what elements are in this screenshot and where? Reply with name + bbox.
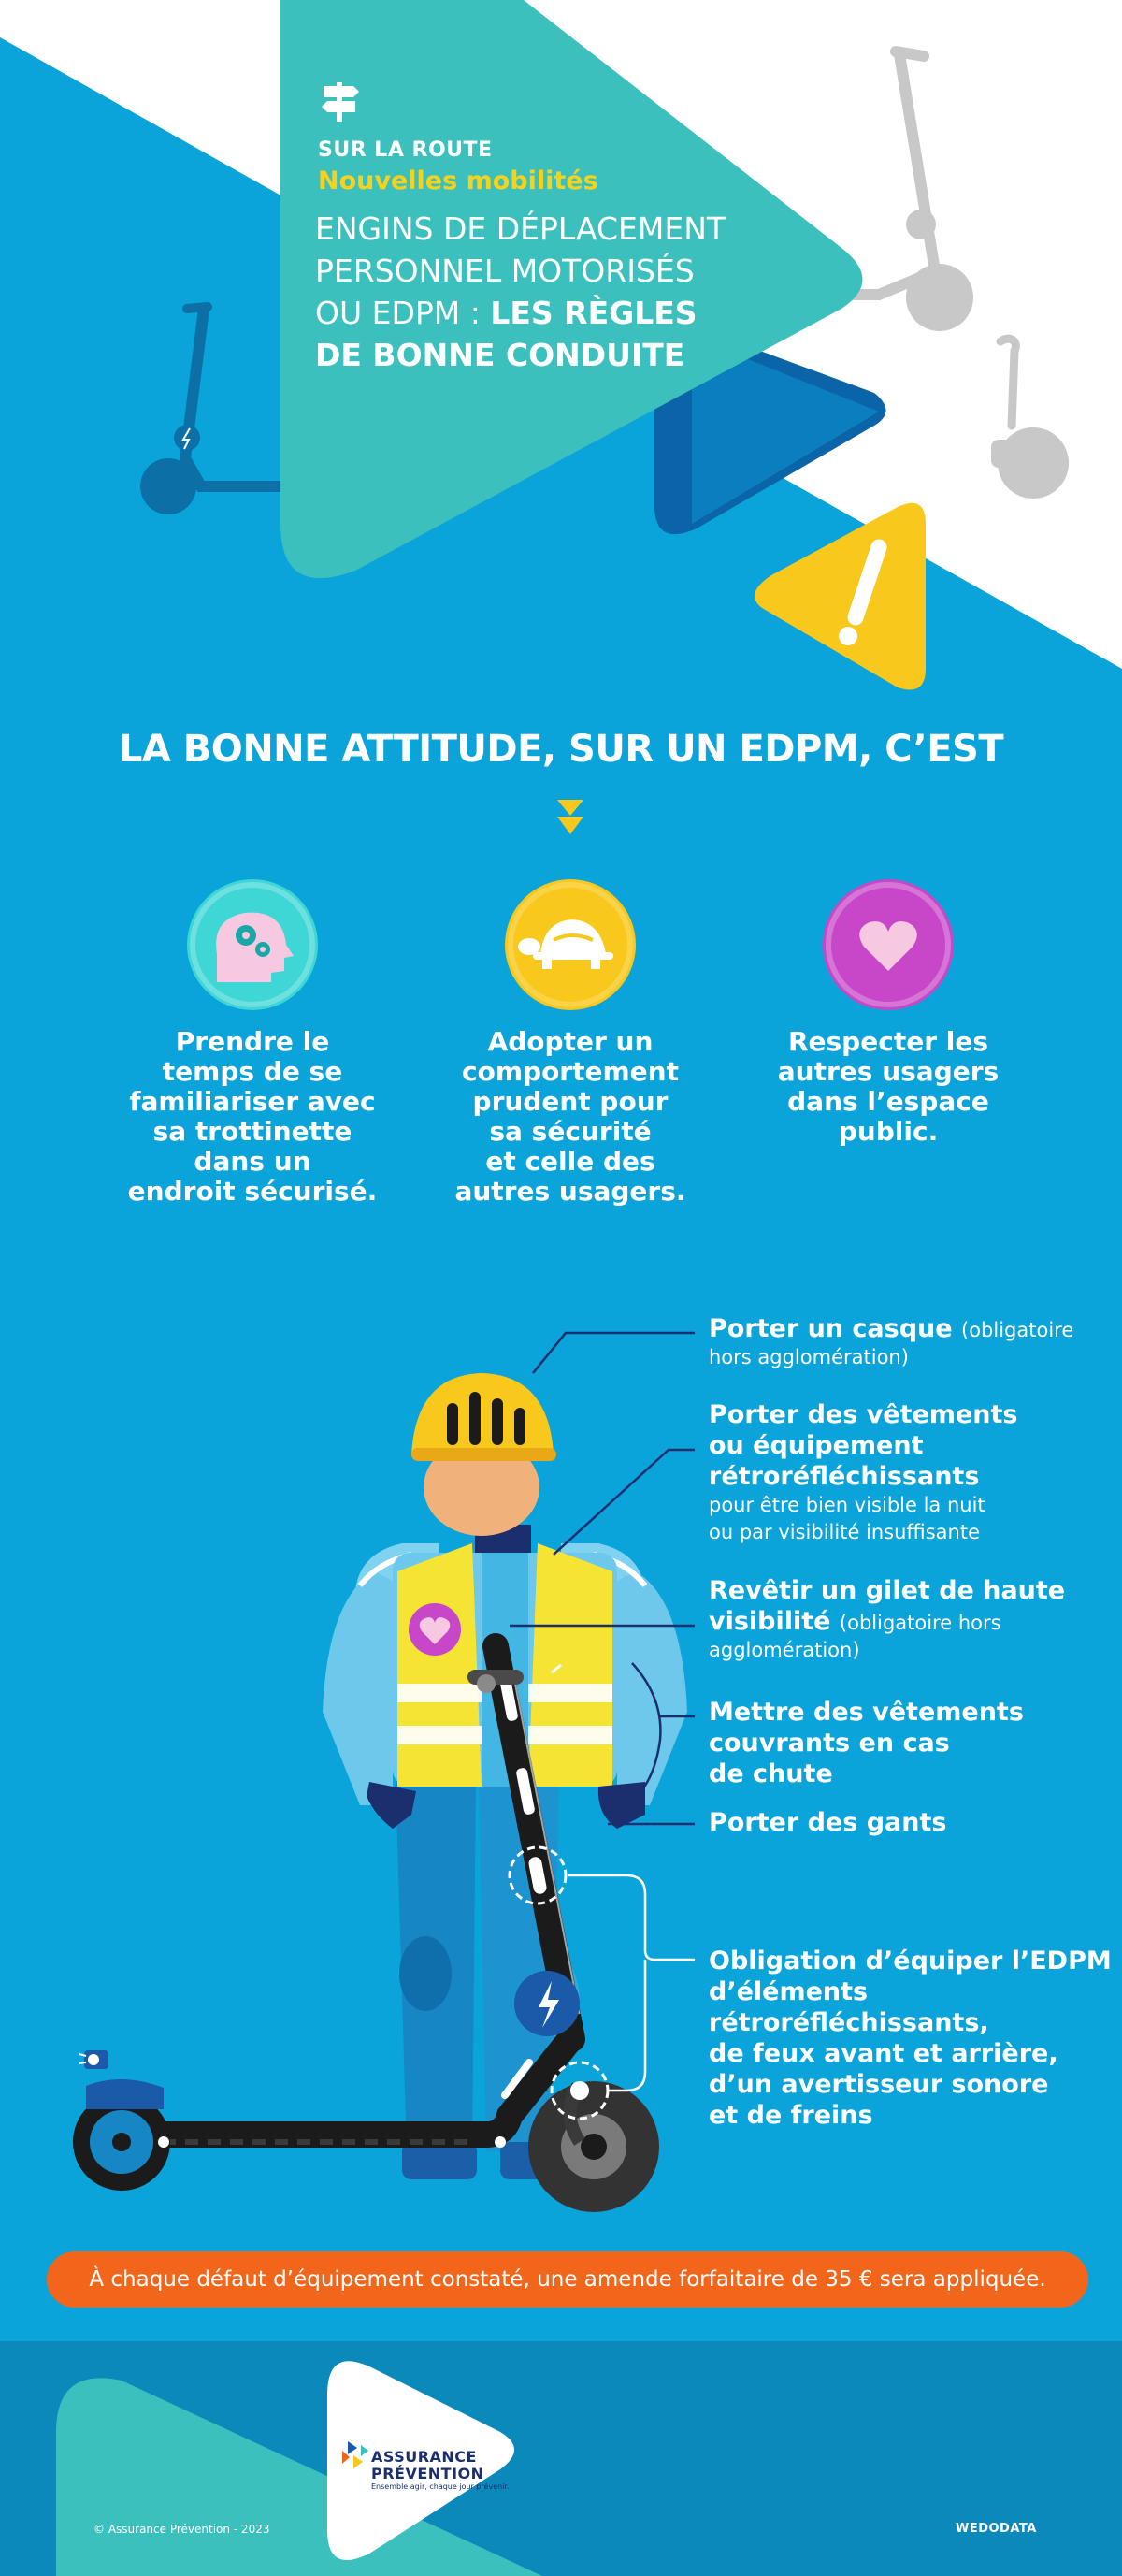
attitude-2-line: prudent pour bbox=[472, 1086, 669, 1117]
title-line-2: PERSONNEL MOTORISÉS bbox=[315, 253, 695, 289]
attitude-text-1 bbox=[117, 1027, 388, 1207]
attitude-1-line: sa trottinette bbox=[152, 1116, 352, 1147]
attitude-2-line: et celle des bbox=[485, 1146, 655, 1177]
attitude-text-2 bbox=[435, 1027, 706, 1207]
attitude-1-line: familiariser avec bbox=[129, 1086, 376, 1117]
callout-high-visibility-vest bbox=[709, 1575, 1065, 1664]
attitude-3-line: dans l’espace bbox=[787, 1086, 989, 1117]
edpm-bracket-line bbox=[568, 1875, 695, 2091]
logo-text-line-2: PRÉVENTION bbox=[371, 2465, 484, 2482]
attitude-1-line: Prendre le bbox=[175, 1026, 330, 1057]
reflective-line: ou équipement bbox=[709, 1431, 924, 1460]
helmet-note: (obligatoire bbox=[961, 1319, 1074, 1341]
reflective-note: ou par visibilité insuffisante bbox=[709, 1521, 981, 1543]
title-line-3: OU EDPM : bbox=[315, 295, 491, 331]
gloves-line: Porter des gants bbox=[709, 1808, 947, 1837]
reflective-note: pour être bien visible la nuit bbox=[709, 1494, 985, 1516]
title-line-4: DE BONNE CONDUITE bbox=[315, 337, 685, 373]
attitude-2-line: sa sécurité bbox=[489, 1116, 652, 1147]
attitude-2-line: Adopter un bbox=[487, 1026, 654, 1057]
edpm-line: Obligation d’équiper l’EDPM bbox=[709, 1946, 1112, 1975]
edpm-line: d’éléments rétroréfléchissants, bbox=[709, 1977, 989, 2037]
attitude-icon-2 bbox=[505, 879, 636, 1010]
attitude-2-line: comportement bbox=[462, 1056, 679, 1087]
edpm-line: de feux avant et arrière, bbox=[709, 2039, 1058, 2068]
reflective-line: Porter des vêtements bbox=[709, 1400, 1018, 1429]
vest-line: visibilité bbox=[709, 1607, 840, 1636]
helmet-main-text: Porter un casque bbox=[709, 1314, 961, 1343]
logo-text-line-1: ASSURANCE bbox=[371, 2448, 477, 2466]
logo-tagline: Ensemble agir, chaque jour prévenir. bbox=[371, 2482, 510, 2491]
vest-line: Revêtir un gilet de haute bbox=[709, 1576, 1066, 1605]
warning-triangle-icon bbox=[755, 503, 926, 690]
title-line-1: ENGINS DE DÉPLACEMENT bbox=[315, 210, 726, 247]
edpm-line: d’un avertisseur sonore bbox=[709, 2070, 1049, 2099]
attitude-3-line: autres usagers bbox=[777, 1056, 1000, 1087]
section-heading: LA BONNE ATTITUDE, SUR UN EDPM, C’EST bbox=[118, 728, 1004, 771]
attitude-icon-1 bbox=[187, 879, 318, 1010]
down-arrow-icon bbox=[557, 800, 583, 834]
clothing-line: couvrants en cas bbox=[709, 1729, 950, 1758]
attitude-3-line: Respecter les bbox=[787, 1026, 989, 1057]
clothing-line: de chute bbox=[709, 1759, 833, 1788]
attitude-1-line: dans un bbox=[194, 1146, 311, 1177]
callout-reflective-clothing bbox=[709, 1399, 1017, 1546]
blue-scooter-silhouette-icon bbox=[140, 307, 285, 514]
attitude-3-line: public. bbox=[838, 1116, 939, 1147]
fine-notice-text: À chaque défaut d’équipement constaté, une amende forfaitaire de 35 € sera appliquée. bbox=[89, 2267, 1046, 2292]
callout-edpm-equipment bbox=[709, 1946, 1122, 2131]
callout-gloves bbox=[709, 1807, 946, 1838]
helmet-note-line-2: hors agglomération) bbox=[709, 1346, 909, 1368]
title-line-3-bold: LES RÈGLES bbox=[490, 295, 698, 331]
clothing-line: Mettre des vêtements bbox=[709, 1698, 1024, 1727]
vest-note: (obligatoire hors bbox=[839, 1612, 1001, 1634]
page-title bbox=[315, 208, 745, 376]
copyright-text: © Assurance Prévention - 2023 bbox=[94, 2523, 270, 2536]
callout-helmet bbox=[709, 1313, 1073, 1371]
attitude-1-line: temps de se bbox=[162, 1056, 343, 1087]
attitude-2-line: autres usagers. bbox=[454, 1176, 686, 1207]
category-label: Nouvelles mobilités bbox=[318, 166, 598, 195]
edpm-line: et de freins bbox=[709, 2101, 873, 2130]
fine-notice-banner bbox=[47, 2251, 1088, 2308]
callout-covering-clothing bbox=[709, 1697, 1024, 1789]
attitude-icon-3 bbox=[823, 879, 954, 1010]
vest-note-line-2: agglomération) bbox=[709, 1639, 860, 1661]
reflective-line: rétroréfléchissants bbox=[709, 1462, 980, 1491]
kicker-label: SUR LA ROUTE bbox=[318, 138, 493, 162]
attitude-1-line: endroit sécurisé. bbox=[127, 1176, 378, 1207]
rider-illustration bbox=[73, 1373, 687, 2212]
attitude-text-3 bbox=[753, 1027, 1024, 1147]
credit-text: WEDODATA bbox=[956, 2522, 1037, 2536]
